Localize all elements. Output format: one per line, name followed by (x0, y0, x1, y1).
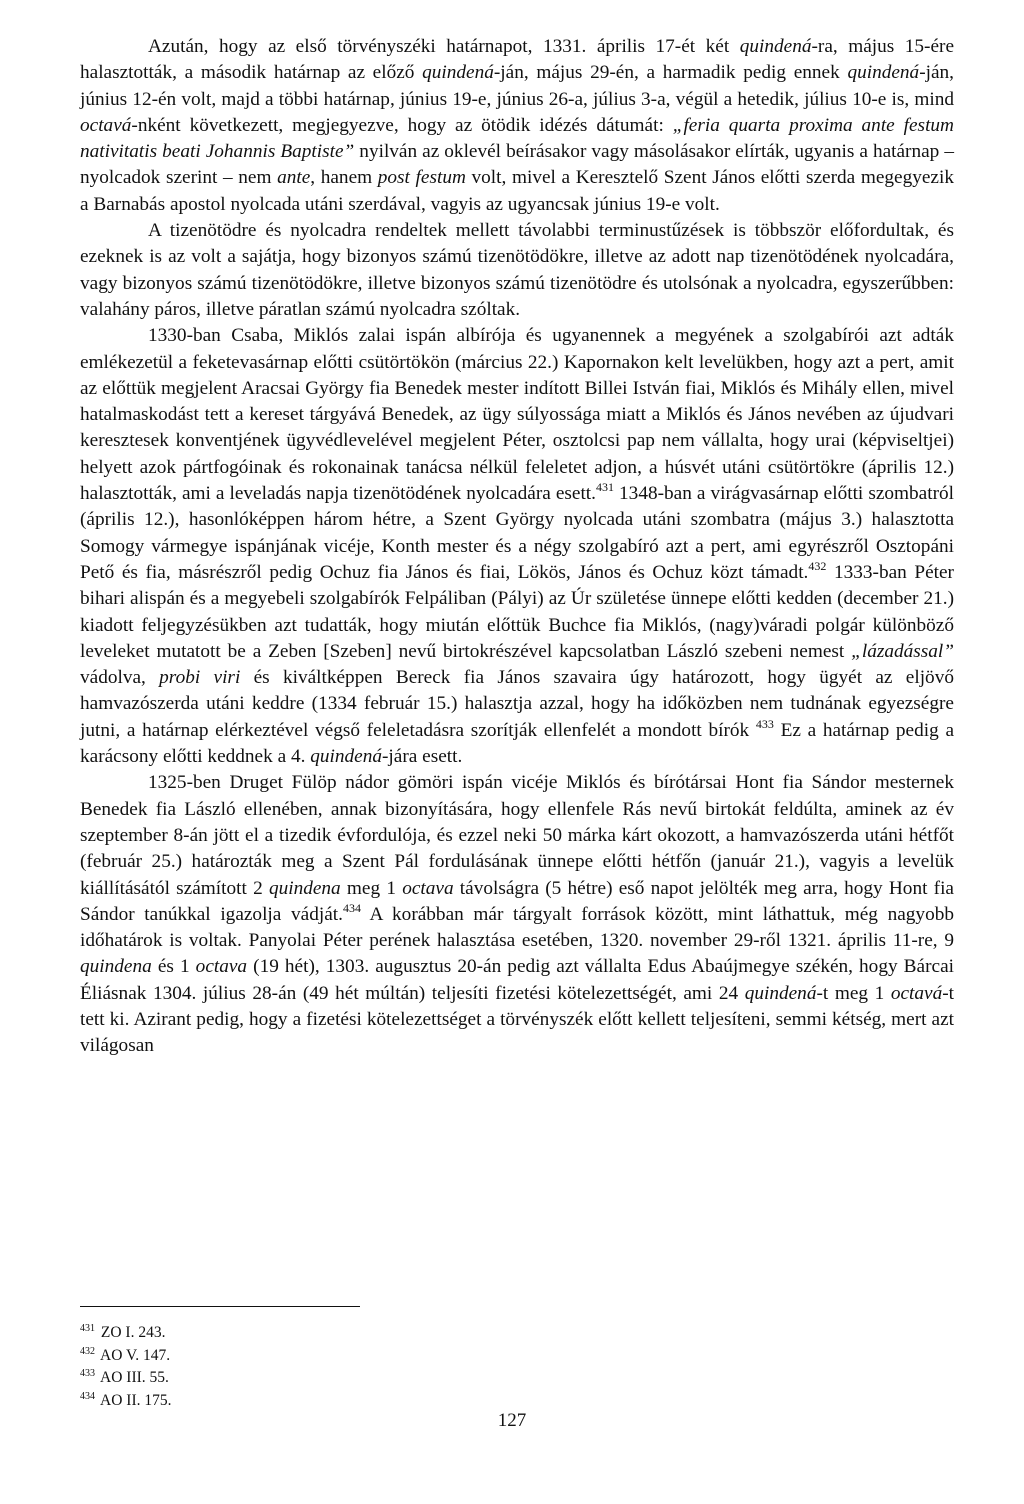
text-run: és kiváltképpen Bereck fia János szavaira úgy határozott, hogy ügyét az eljövő hamvazószerda utáni keddre (1334 február 15.) halasztja azzal, hogy ha időközben nem tudnának egyezségre jutni, a határnap elérkeztével végső feleletadásra szorítják ellenfelét a mondott bírók (80, 667, 954, 741)
page-number: 127 (497, 1410, 527, 1431)
text-run: 1330-ban Csaba, Miklós zalai ispán albírója és ugyanennek a megyének a szolgabírói azt adták emlékezetül a feketevasárnap előtti csütörtökön (március 22.) Kapornakon kelt levelükben, hogy azt a pert, amit az előttük megjelent Aracsai György fia Benedek mester indított Billei István fiai, Miklós és Mihály ellen, mivel hatalmaskodást tett a kereset tárgyává Benedek, az ügy súlyossága miatt a Miklós és János nevében az újudvari keresztesek konventjének ügyvédlevelével megjelent Péter, osztolcsi pap nem vállalta, hogy urai (képviseltjei) helyett azok pártfogóinak és rokonainak tanácsa nélkül feleletet adjon, a húsvét utáni csütörtökre (április 12.) halasztották, ami a leveladás napja tizenötödének nyolcadára esett. (80, 325, 954, 505)
footnote-text: AO III. 55. (97, 1369, 169, 1387)
italic-text: quindená (310, 746, 382, 768)
footnote-ref: 431 (596, 480, 614, 495)
italic-text: octavá (890, 982, 943, 1004)
text-run: Ez a határnap pedig a karácsony előtti keddnek a 4. (80, 719, 954, 768)
text-run: -jára esett. (382, 746, 463, 768)
footnote-number: 432 (80, 1345, 95, 1357)
italic-text: probi viri (159, 667, 241, 689)
text-run: és 1 (151, 956, 196, 978)
text-run: -ján, június 12-én volt, majd a többi határnap, június 19-e, június 26-a, július 3-a, végül a hetedik, július 10-e is, mind (80, 62, 954, 110)
footnote-text: AO V. 147. (97, 1346, 171, 1364)
paragraph (80, 770, 954, 1059)
text-run: -ra, május 15-ére halasztották, a második határnap az előző (80, 36, 955, 84)
italic-text: „feria quarta proxima ante festum nativitatis beati Johannis Baptiste” (80, 114, 954, 163)
body-text (80, 34, 954, 1060)
italic-text: quindená (739, 36, 812, 57)
text-run: Azután, hogy az első törvényszéki határnapot, 1331. április 17-ét két (148, 36, 740, 57)
italic-text: quindená (422, 62, 494, 84)
footnote-text: ZO I. 243. (97, 1324, 166, 1341)
italic-text: quindená (847, 62, 920, 84)
footnote-number: 434 (80, 1391, 95, 1403)
footnote-ref: 433 (755, 716, 774, 731)
footnote (80, 1367, 480, 1390)
text-run: -ján, május 29-én, a harmadik pedig ennek (493, 62, 848, 84)
footnote-ref: 434 (342, 900, 361, 915)
italic-text: „lázadással” (851, 640, 954, 662)
footnote-text: AO II. 175. (97, 1392, 172, 1410)
italic-text: octavá (80, 114, 132, 136)
text-run: vádolva, (80, 667, 160, 689)
text-run: -t meg 1 (816, 982, 891, 1004)
italic-text: ante (277, 167, 311, 189)
text-run: nyilván az oklevél beírásakor vagy másolásakor elírták, ugyanis a határnap – nyolcadok szerint – nem (80, 141, 954, 189)
text-run: távolságra (5 hétre) eső napot jelölték meg arra, hogy Hont fia Sándor tanúkkal igazolja vádját. (80, 877, 954, 925)
footnote-separator (80, 1306, 360, 1307)
italic-text: octava (195, 956, 248, 978)
italic-text: quindená (744, 982, 817, 1004)
italic-text: post festum (377, 167, 466, 189)
text-run: 1348-ban a virágvasárnap előtti szombatról (április 12.), hasonlóképpen három hétre, a Szent György nyolcada utáni szombatra (május 3.) halasztotta Somogy vármegye ispánjának vicéje, Konth mester és a négy szolgabíró azt a pert, ami egyrészről Osztopáni Pető és fia, másrészről pedig Ochuz fia János és fiai, Lökös, János és Ochuz közt támadt. (80, 483, 954, 583)
italic-text: octava (402, 877, 454, 899)
text-run: meg 1 (340, 877, 403, 899)
footnote-number: 433 (80, 1368, 95, 1380)
text-run: volt, mivel a Keresztelő Szent János előtti szerda megegyezik a Barnabás apostol nyolcada utáni szerdával, vagyis az ugyancsak június 19-e volt. (80, 167, 954, 215)
italic-text: quindena (80, 956, 152, 978)
text-run: A tizenötödre és nyolcadra rendeltek mellett távolabbi terminustűzések is többször előfordultak, és ezeknek is az volt a sajátja, hogy bizonyos számú tizenötödökre, illetve az adott nap tizenötödének nyolcadára, vagy bizonyos számú tizenötödökre, illetve bizonyos számú tizenötödre és utolsónak a nyolcadra, egyszerűbben: valahány páros, illetve páratlan számú nyolcadra szóltak. (80, 220, 954, 320)
paragraph (80, 34, 954, 218)
paragraph (80, 218, 954, 323)
italic-text: quindena (268, 877, 341, 899)
footnote (80, 1322, 480, 1345)
text-run: , hanem (310, 167, 378, 189)
footnotes (80, 1322, 480, 1413)
footnote-ref: 432 (808, 558, 827, 573)
text-run: (19 hét), 1303. augusztus 20-án pedig azt vállalta Edus Abaújmegye székén, hogy Bárcai Éliásnak 1304. július 28-án (49 hét múltán) teljesíti fizetési kötelezettségét, ami 24 (80, 956, 954, 1004)
text-run: 1333-ban Péter bihari alispán és a megyebeli szolgabírók Felpáliban (Pályi) az Úr születése ünnepe előtti kedden (december 21.) kiadott feljegyzésükben azt tudatták, hogy miután előttük Buchce fia Miklós, (nagy)váradi polgár különböző leveleket mutatott be a Zeben [Szeben] nevű birtokrészével kapcsolatban László szebeni nemest (80, 561, 954, 662)
text-run: -t tett ki. Azirant pedig, hogy a fizetési kötelezettséget a törvényszék előtt kellett teljesíteni, semmi kétség, mert azt világosan (80, 982, 955, 1057)
footnote-number: 431 (80, 1323, 95, 1334)
footnote (80, 1345, 480, 1368)
paragraph (80, 323, 954, 770)
text-run: -nként következett, megjegyezve, hogy az ötödik idézés dátumát: (131, 114, 673, 136)
text-run: A korábban már tárgyalt források között, mint láthattuk, még nagyobb időhatárok is voltak. Panyolai Péter perének halasztása esetében, 1320. november 29-ről 1321. április 11-re, 9 (80, 903, 954, 952)
text-run: 1325-ben Druget Fülöp nádor gömöri ispán vicéje Miklós és bírótársai Hont fia Sándor mesternek Benedek fia László ellenében, annak bizonyítására, hogy ellenfele Rás nevű birtokát feldúlta, aminek az év szeptember 8-án jött el a tizedik évfordulója, és ezzel neki 50 márka kárt okozott, a hamvazószerda utáni hétfőt (február 25.) határozták meg a Szent Pál fordulásának ünnepe előtti hétfőn (január 21.), vagyis a levelük kiállításától számított 2 (80, 772, 954, 899)
